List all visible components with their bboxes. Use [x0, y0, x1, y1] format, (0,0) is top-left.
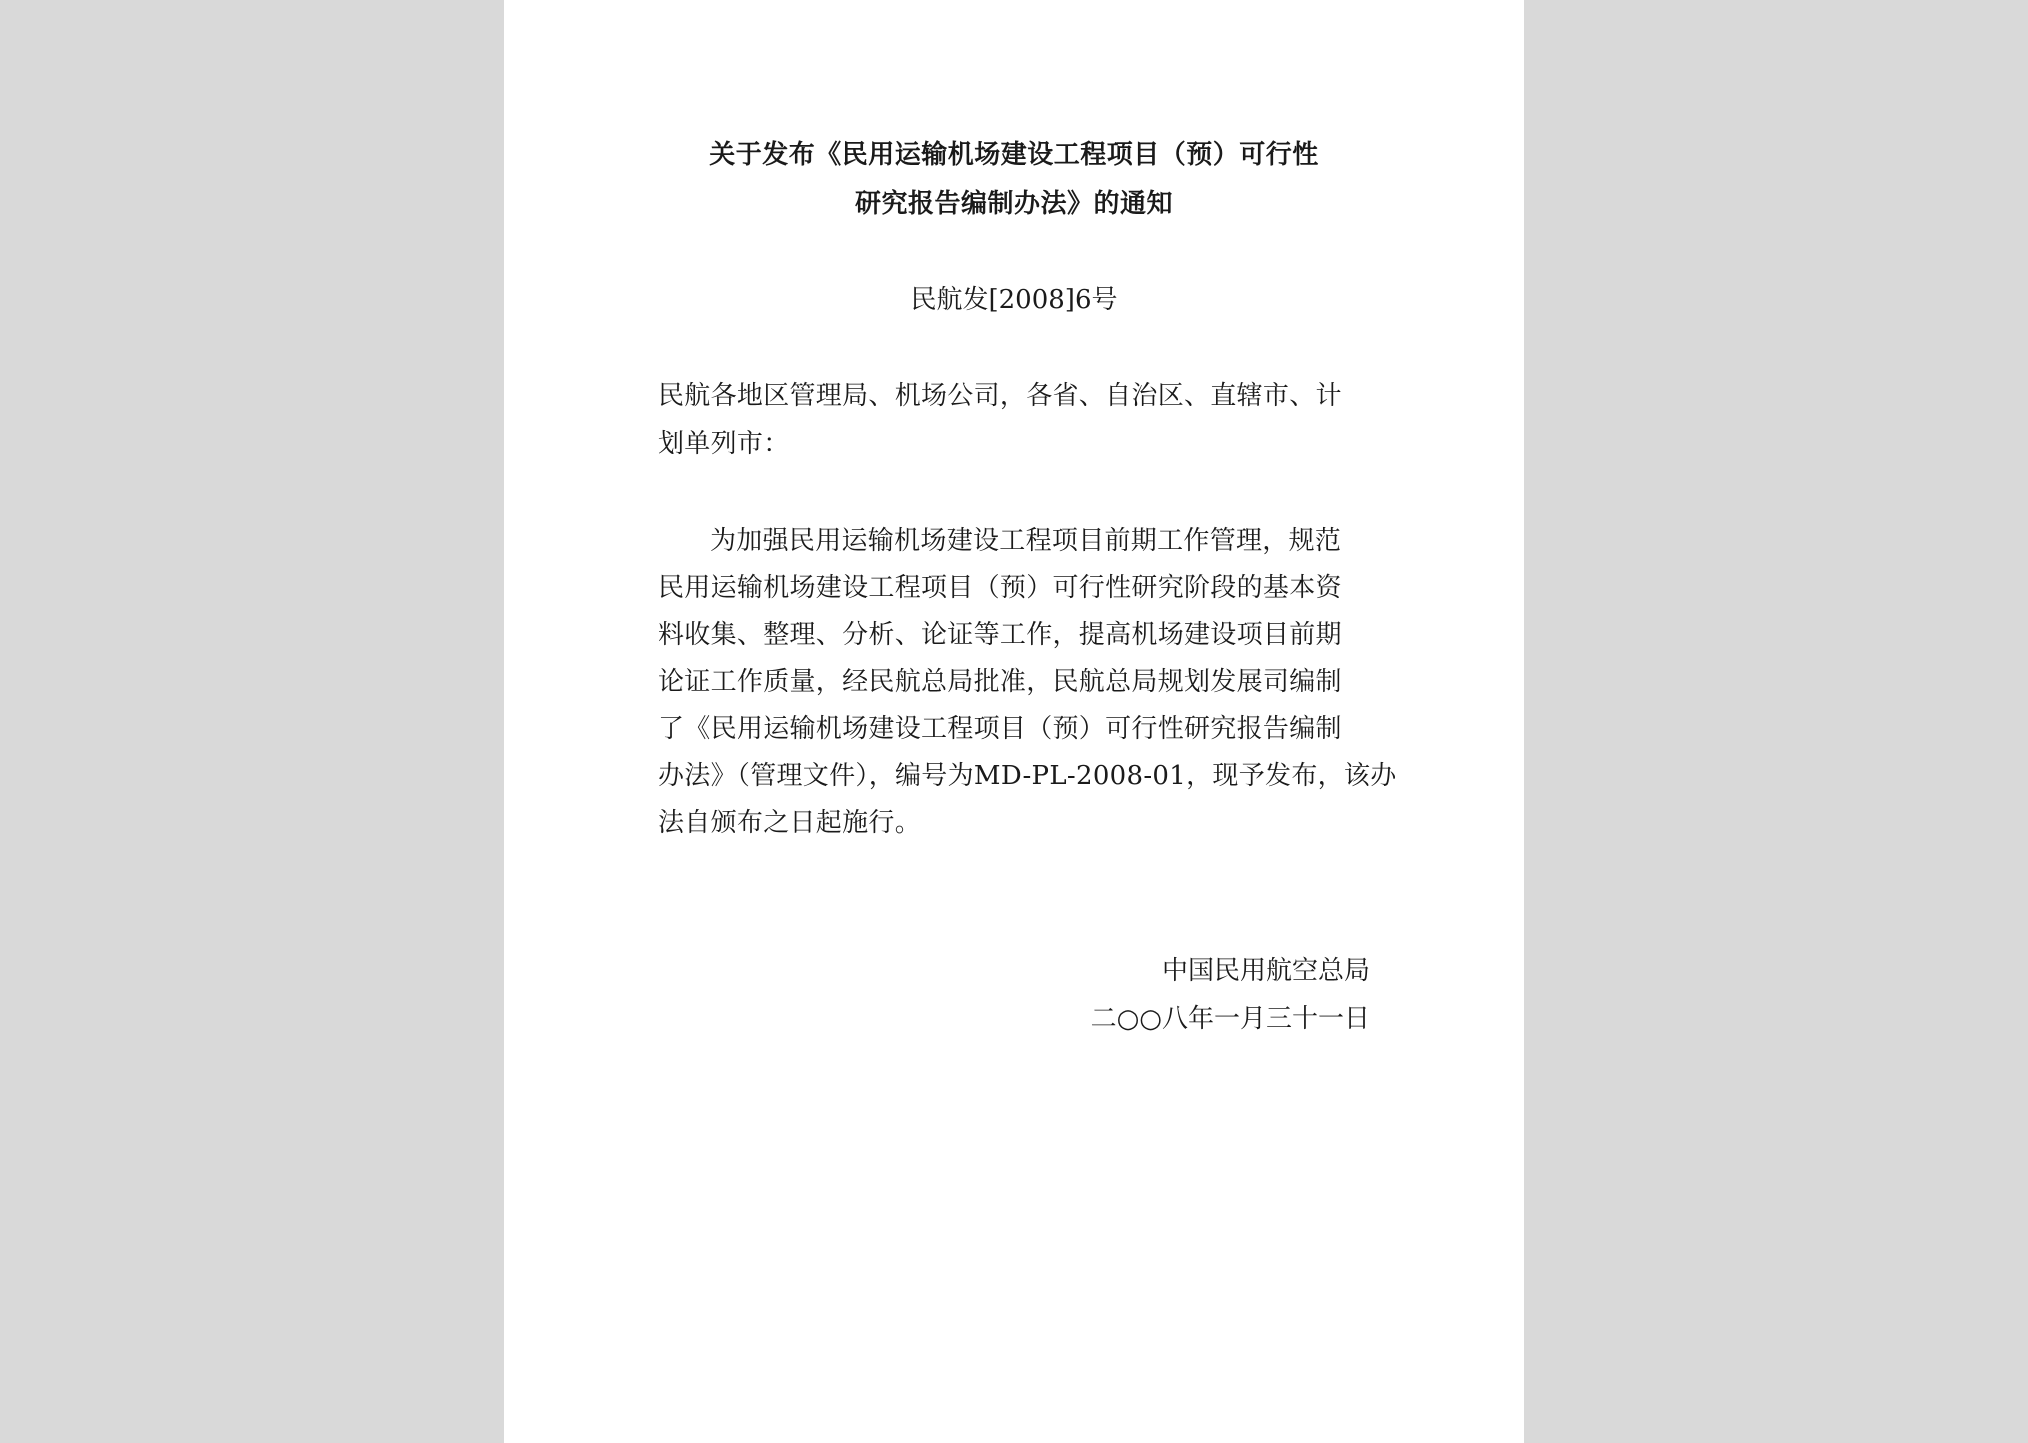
body-line-5: 了《民用运输机场建设工程项目（预）可行性研究报告编制 — [658, 714, 1342, 744]
addressee-line-1: 民航各地区管理局、机场公司，各省、自治区、直辖市、计 — [658, 381, 1342, 411]
document-number: 民航发[2008]6号 — [910, 285, 1118, 315]
body-line-7: 法自颁布之日起施行。 — [658, 808, 922, 838]
body-line-2: 民用运输机场建设工程项目（预）可行性研究阶段的基本资 — [658, 573, 1342, 603]
body-line-1: 为加强民用运输机场建设工程项目前期工作管理，规范 — [710, 526, 1342, 556]
issue-date: 二○○八年一月三十一日 — [1090, 1004, 1370, 1034]
body-line-6: 办法》（管理文件），编号为MD-PL-2008-01，现予发布，该办 — [658, 761, 1397, 791]
issuer-name: 中国民用航空总局 — [1161, 956, 1370, 986]
addressee-line-2: 划单列市： — [658, 429, 790, 459]
body-line-3: 料收集、整理、分析、论证等工作，提高机场建设项目前期 — [658, 620, 1342, 650]
document-page — [504, 0, 1524, 1443]
notice-title-line-2: 研究报告编制办法》的通知 — [854, 189, 1173, 219]
notice-title-line-1: 关于发布《民用运输机场建设工程项目（预）可行性 — [709, 140, 1319, 170]
body-line-4: 论证工作质量，经民航总局批准，民航总局规划发展司编制 — [658, 667, 1342, 697]
